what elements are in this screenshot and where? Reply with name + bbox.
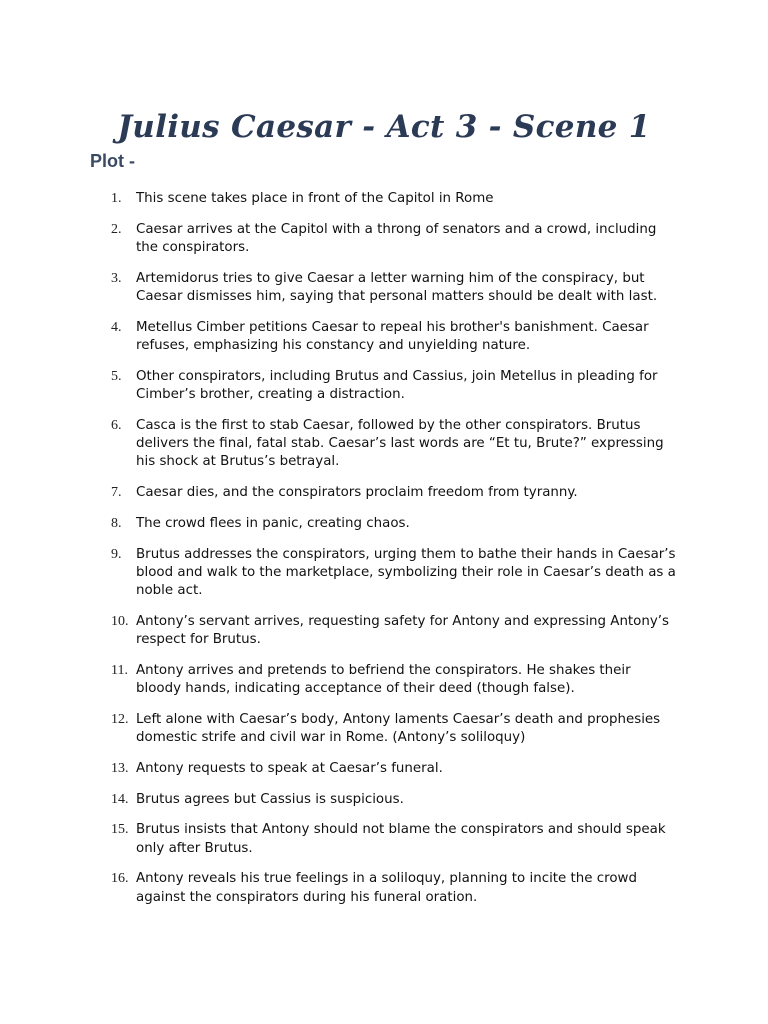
plot-list-item xyxy=(0,760,768,778)
plot-item-number: 7. xyxy=(111,485,122,500)
plot-item-text: Brutus agrees but Cassius is suspicious. xyxy=(136,791,404,807)
plot-list xyxy=(0,190,768,919)
plot-item-text: The crowd flees in panic, creating chaos. xyxy=(136,515,410,531)
plot-list-item xyxy=(0,870,768,906)
plot-item-text: Antony arrives and pretends to befriend the conspirators. He shakes their bloody hands, indicating acceptance of their deed (though false). xyxy=(136,662,631,696)
plot-item-text: Antony’s servant arrives, requesting safety for Antony and expressing Antony’s respect for Brutus. xyxy=(136,613,670,647)
plot-list-item xyxy=(0,613,768,649)
plot-item-number: 15. xyxy=(111,822,129,838)
plot-item-number: 13. xyxy=(111,760,129,776)
plot-item-number: 1. xyxy=(111,191,122,206)
document-title: Julius Caesar - Act 3 - Scene 1 xyxy=(117,108,651,145)
plot-item-text: Other conspirators, including Brutus and Cassius, join Metellus in pleading for Cimber’s brother, creating a distraction. xyxy=(136,368,658,402)
plot-item-number: 11. xyxy=(111,662,128,678)
plot-item-number: 5. xyxy=(111,368,122,384)
plot-item-number: 14. xyxy=(111,791,129,807)
plot-list-item xyxy=(0,662,768,698)
plot-list-item xyxy=(0,546,768,601)
plot-list-item xyxy=(0,711,768,747)
plot-item-text: Brutus insists that Antony should not blame the conspirators and should speak only after Brutus. xyxy=(136,822,666,856)
section-heading-plot: Plot - xyxy=(90,151,135,171)
plot-item-text: Antony reveals his true feelings in a soliloquy, planning to incite the crowd against the conspirators during his funeral oration. xyxy=(136,871,637,905)
plot-item-text: Caesar dies, and the conspirators proclaim freedom from tyranny. xyxy=(136,485,578,500)
plot-item-text: Metellus Cimber petitions Caesar to repeal his brother's banishment. Caesar refuses, emphasizing his constancy and unyielding nature. xyxy=(136,319,649,353)
plot-list-item xyxy=(0,190,768,208)
plot-list-item xyxy=(0,484,768,502)
plot-item-number: 2. xyxy=(111,221,122,237)
plot-item-number: 12. xyxy=(111,711,129,727)
plot-item-text: Antony requests to speak at Caesar’s funeral. xyxy=(136,760,443,776)
plot-item-text: Brutus addresses the conspirators, urging them to bathe their hands in Caesar’s blood and walk to the marketplace, symbolizing their role in Caesar’s death as a noble act. xyxy=(136,546,676,598)
plot-item-number: 3. xyxy=(111,270,122,286)
plot-item-number: 8. xyxy=(111,515,122,531)
plot-list-item xyxy=(0,821,768,857)
plot-list-item xyxy=(0,319,768,355)
plot-list-item xyxy=(0,270,768,306)
plot-list-item xyxy=(0,791,768,809)
plot-list-item xyxy=(0,368,768,404)
plot-item-number: 16. xyxy=(111,871,129,887)
plot-item-number: 4. xyxy=(111,319,122,335)
plot-list-item xyxy=(0,221,768,257)
plot-item-number: 6. xyxy=(111,417,122,433)
plot-list-item xyxy=(0,515,768,533)
plot-item-text: Casca is the first to stab Caesar, followed by the other conspirators. Brutus delivers the final, fatal stab. Caesar’s last words are “Et tu, Brute?” expressing his shock at Brutus’s betrayal. xyxy=(136,417,664,470)
plot-item-number: 9. xyxy=(111,546,122,562)
plot-item-text: This scene takes place in front of the Capitol in Rome xyxy=(136,191,494,206)
plot-item-text: Artemidorus tries to give Caesar a letter warning him of the conspiracy, but Caesar dismisses him, saying that personal matters should be dealt with last. xyxy=(136,270,658,304)
plot-list-item xyxy=(0,417,768,472)
plot-item-text: Caesar arrives at the Capitol with a throng of senators and a crowd, including the conspirators. xyxy=(136,221,657,255)
plot-item-text: Left alone with Caesar’s body, Antony laments Caesar’s death and prophesies domestic strife and civil war in Rome. (Antony’s soliloquy) xyxy=(136,711,661,745)
plot-item-number: 10. xyxy=(111,613,129,629)
